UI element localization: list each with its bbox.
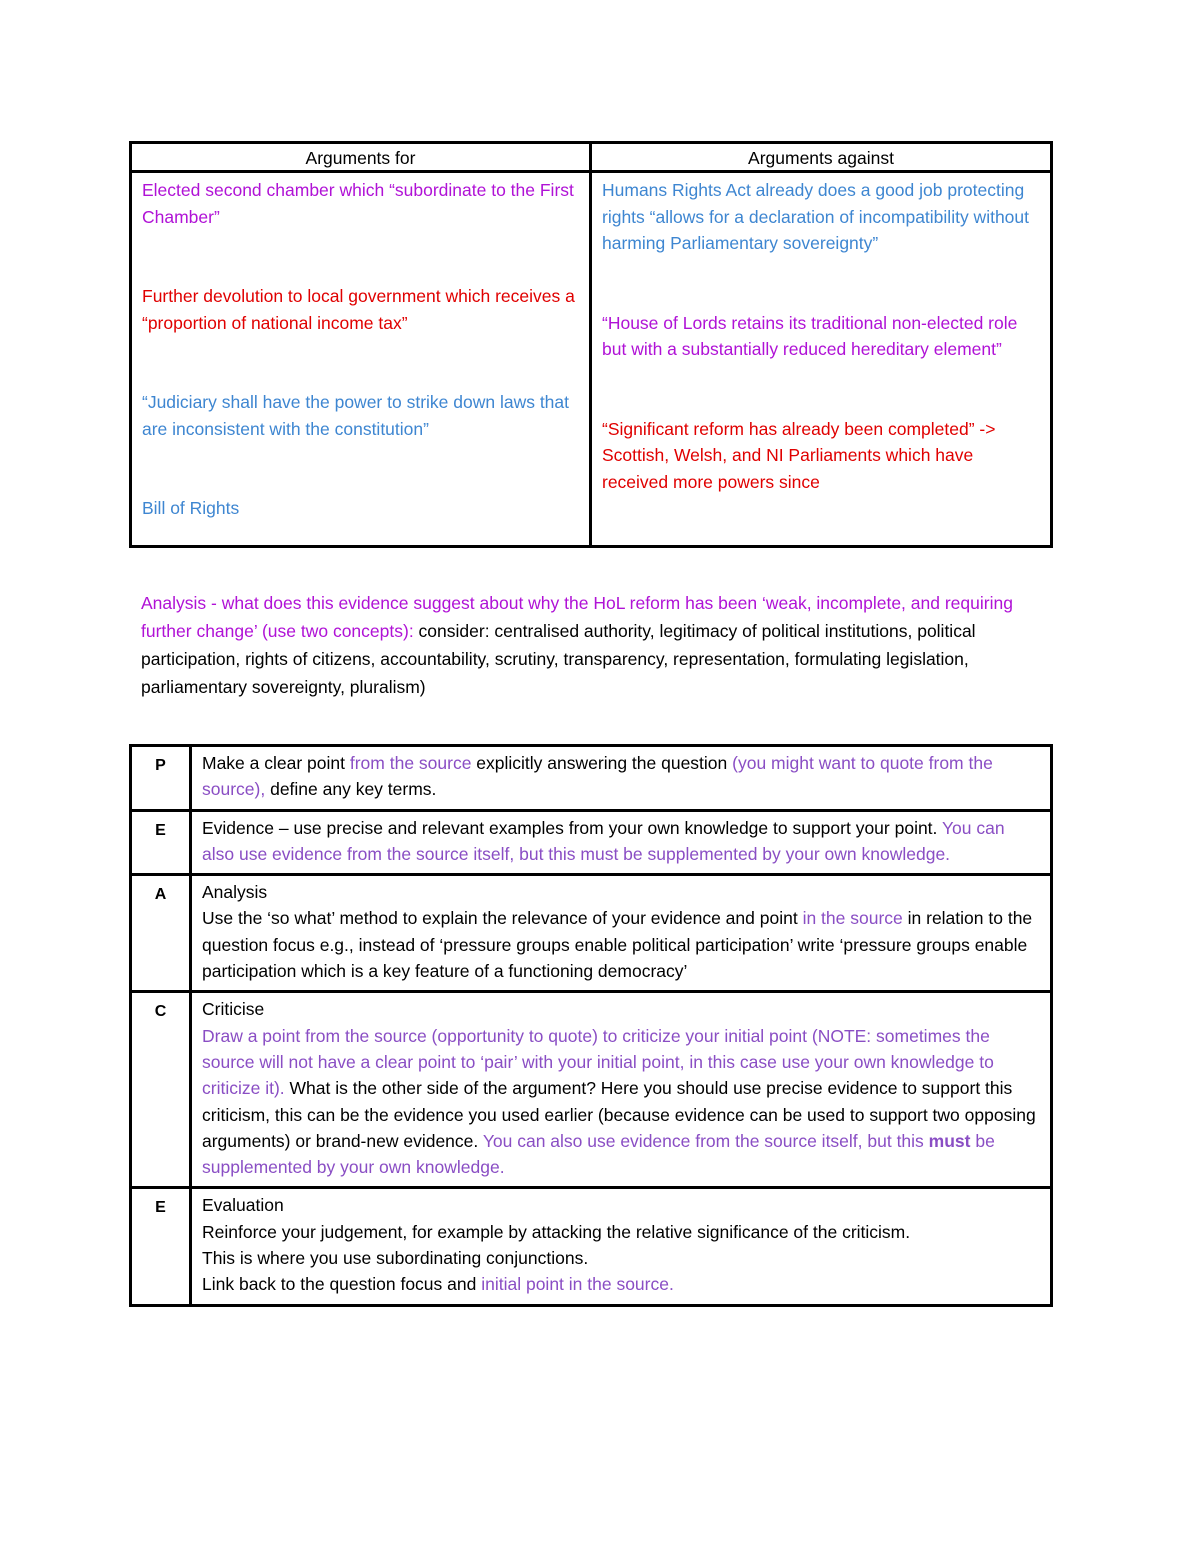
peeca-table: [129, 744, 1053, 1307]
peeca-text-segment: Make a clear point: [202, 753, 350, 773]
peeca-text-segment: must: [928, 1130, 971, 1151]
peeca-text: [202, 818, 1005, 864]
arguments-table: [129, 141, 1053, 548]
peeca-text-segment: define any key terms.: [265, 779, 437, 800]
peeca-description: [191, 746, 1052, 811]
peeca-row-analysis: [131, 875, 1052, 992]
arguments-for-cell: [131, 172, 591, 547]
peeca-letter: E: [131, 810, 191, 875]
against-item-hra: Humans Rights Act already does a good job protecting rights “allows for a declaration of incompatibility without harming Parliamentary sovereignty”: [602, 180, 1029, 253]
peeca-row-title: Criticise: [202, 999, 265, 1020]
against-item-hol: “House of Lords retains its traditional non-elected role but with a substantially reduced hereditary element”: [602, 312, 1018, 359]
peeca-letter: P: [131, 746, 191, 811]
peeca-letter: A: [131, 875, 191, 992]
against-item-reform-completed: “Significant reform has already been completed” -> Scottish, Welsh, and NI Parliaments which have received more powers since: [602, 418, 996, 492]
for-item-devolution: Further devolution to local government which receives a “proportion of national income tax”: [142, 286, 575, 333]
peeca-row-evidence: [131, 810, 1052, 875]
for-item-bill-of-rights: Bill of Rights: [142, 498, 240, 518]
peeca-text-segment: (you might want to quote from the source),: [202, 753, 993, 800]
peeca-text-segment: in the source: [802, 908, 903, 929]
peeca-text-segment: initial point in the source.: [481, 1274, 674, 1295]
peeca-text-segment: You can also use evidence from the source itself, but this must be supplemented by your own knowledge.: [202, 817, 1005, 864]
peeca-text-segment: What is the other side of the argument? Here you should use precise evidence to support this criticism, this can be the evidence you used earlier (because evidence can be used to support two opposing arguments) or brand-new evidence.: [202, 1078, 1036, 1151]
peeca-row-criticise: [131, 992, 1052, 1188]
peeca-row-title: Evaluation: [202, 1195, 284, 1216]
header-arguments-for: Arguments for: [131, 143, 591, 172]
peeca-row-point: [131, 746, 1052, 811]
peeca-description: [191, 1188, 1052, 1305]
peeca-text: [202, 908, 1032, 981]
peeca-text-segment: Evidence – use precise and relevant examples from your own knowledge to support your point.: [202, 817, 942, 838]
peeca-text-segment: Link back to the question focus and: [202, 1274, 482, 1295]
peeca-text-segment: from the source: [349, 753, 472, 773]
peeca-text-segment: Use the ‘so what’ method to explain the relevance of your evidence and point: [202, 908, 803, 929]
peeca-text: [202, 1026, 1036, 1177]
peeca-line: This is where you use subordinating conjunctions.: [202, 1248, 589, 1269]
analysis-concepts: consider: centralised authority, legitimacy of political institutions, political participation, rights of citizens, accountability, scrutiny, transparency, representation, formulating legislation, parliamentary sovereignty, pluralism): [141, 621, 976, 697]
peeca-description: [191, 875, 1052, 992]
peeca-description: [191, 810, 1052, 875]
for-item-judiciary: “Judiciary shall have the power to strike down laws that are inconsistent with the constitution”: [142, 392, 570, 439]
analysis-prompt: [141, 589, 1051, 701]
peeca-description: [191, 992, 1052, 1188]
peeca-letter: E: [131, 1188, 191, 1305]
arguments-against-cell: [591, 172, 1052, 547]
peeca-text-segment: Draw a point from the source (opportunity to quote) to criticize your initial point (NOTE: sometimes the source will not have a clear point to ‘pair’ with your initial point, in this case use your own knowledge to criticize it).: [202, 1025, 994, 1099]
peeca-letter: C: [131, 992, 191, 1188]
analysis-lead: Analysis - what does this evidence suggest about why the HoL reform has been ‘weak, incomplete, and requiring further change’ (use two concepts):: [141, 593, 1013, 641]
for-item-elected-chamber: Elected second chamber which “subordinate to the First Chamber”: [142, 180, 574, 227]
header-arguments-against: Arguments against: [591, 143, 1052, 172]
peeca-text-segment: You can also use evidence from the source itself, but this: [482, 1130, 929, 1151]
peeca-line: Reinforce your judgement, for example by attacking the relative significance of the criticism.: [202, 1221, 911, 1242]
peeca-text-segment: be supplemented by your own knowledge.: [202, 1130, 995, 1178]
peeca-row-title: Analysis: [202, 882, 268, 903]
peeca-text-segment: explicitly answering the question: [471, 753, 733, 773]
peeca-text: [202, 1274, 674, 1294]
peeca-text: [202, 753, 993, 799]
peeca-text-segment: in relation to the question focus e.g., instead of ‘pressure groups enable political participation’ write ‘pressure groups enable participation which is a key feature of a functioning democracy’: [202, 908, 1033, 982]
peeca-row-evaluation: [131, 1188, 1052, 1305]
